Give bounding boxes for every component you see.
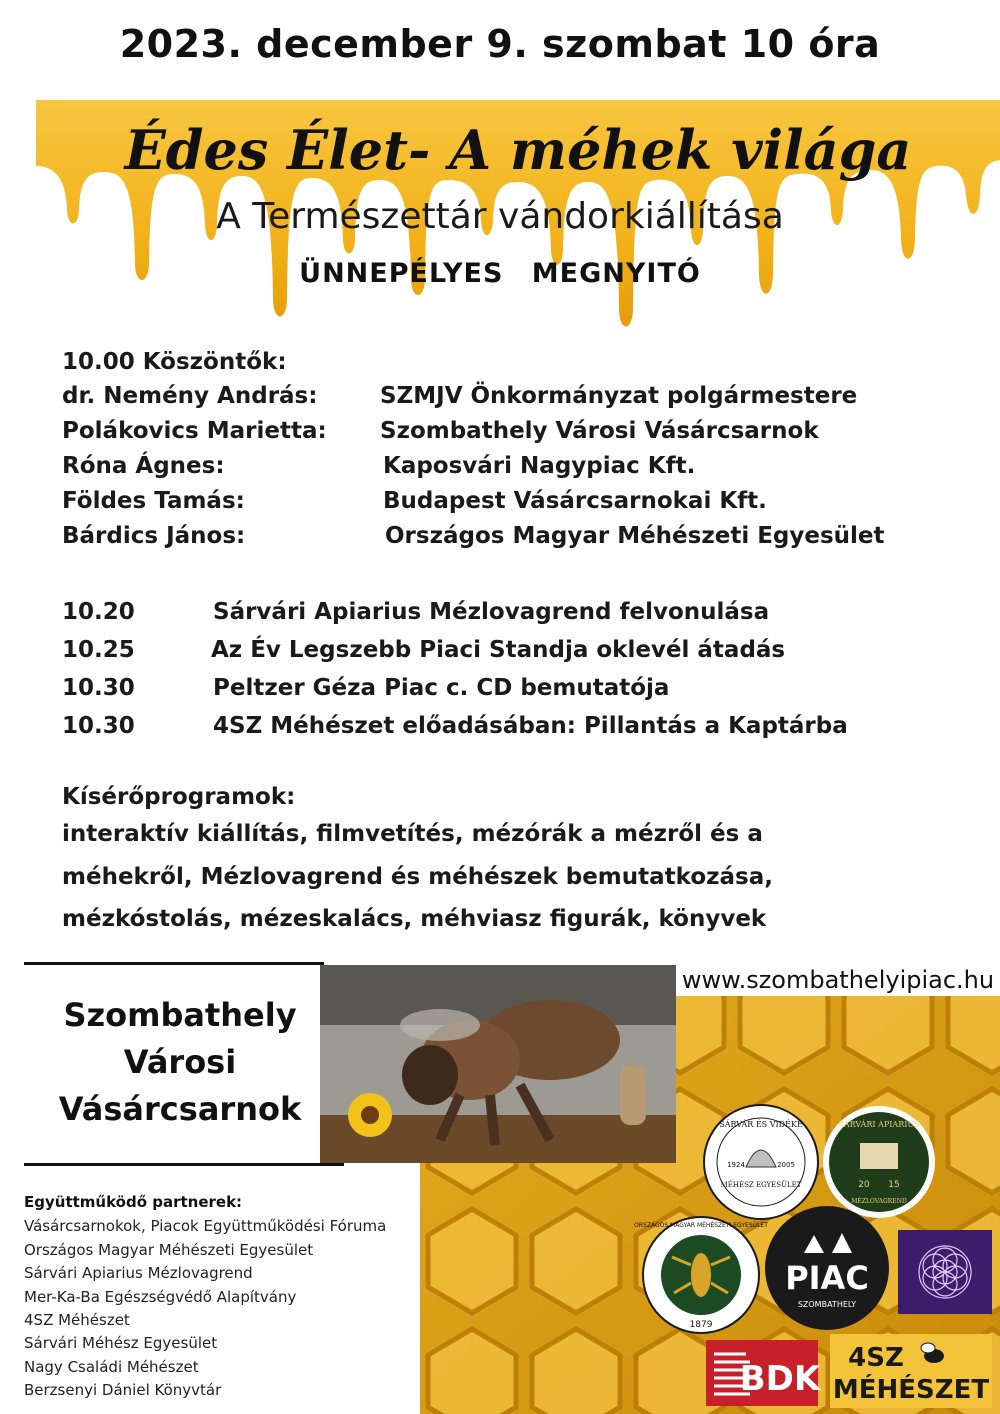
divider-line (24, 962, 324, 965)
partner-item: Mer-Ka-Ba Egészségvédő Alapítvány (24, 1288, 297, 1306)
sarvar-beekeepers-logo (702, 1103, 820, 1221)
schedule-event: Sárvári Apiarius Mézlovagrend felvonulása (213, 599, 770, 625)
logo-text: 2005 (777, 1161, 795, 1169)
schedule-time: 10.20 (62, 599, 135, 625)
partner-item: Sárvári Méhész Egyesület (24, 1334, 218, 1352)
logo-text: 4SZ (848, 1343, 904, 1373)
partners-heading: Együttműködő partnerek: (24, 1193, 243, 1211)
schedule-time: 10.30 (62, 675, 135, 701)
logo-text: BDK (739, 1359, 821, 1399)
opening-label: ÜNNEPÉLYES MEGNYITÓ (299, 258, 701, 289)
schedule-event: Az Év Legszebb Piaci Standja oklevél átadás (211, 637, 786, 663)
logo-text: MÉHÉSZ EGYESÜLET (720, 1181, 802, 1189)
partner-item: Vásárcsarnokok, Piacok Együttműködési Fóruma (24, 1217, 387, 1235)
partner-item: Országos Magyar Méhészeti Egyesület (24, 1241, 314, 1259)
logo-text: 1879 (689, 1320, 713, 1330)
speaker-name: dr. Nemény András: (62, 383, 318, 409)
logo-text: SÁRVÁRI APIARIUS (838, 1120, 920, 1129)
schedule-time: 10.25 (62, 637, 135, 663)
speaker-role: Budapest Vásárcsarnokai Kft. (383, 488, 767, 514)
event-date: 2023. december 9. szombat 10 óra (119, 22, 881, 66)
partner-item: Sárvári Apiarius Mézlovagrend (24, 1264, 253, 1282)
merkaba-flower-logo (898, 1230, 992, 1314)
speaker-role: Kaposvári Nagypiac Kft. (383, 453, 696, 479)
bdk-library-logo (706, 1340, 821, 1406)
speaker-role: Országos Magyar Méhészeti Egyesület (385, 523, 885, 549)
partner-item: Nagy Családi Méhészet (24, 1358, 199, 1376)
speaker-name: Földes Tamás: (62, 488, 245, 514)
exhibition-title: Édes Élet- A méhek világa (124, 118, 912, 182)
schedule-event: Peltzer Géza Piac c. CD bemutatója (213, 675, 670, 701)
website-url[interactable]: www.szombathelyipiac.hu (676, 964, 1000, 996)
logo-text: ORSZÁGOS MAGYAR MÉHÉSZETI EGYESÜLET (634, 1222, 768, 1229)
omme-association-logo (634, 1213, 768, 1337)
speaker-role: SZMJV Önkormányzat polgármestere (380, 383, 858, 409)
speaker-name: Polákovics Marietta: (62, 418, 327, 444)
logo-text: PIAC (785, 1259, 869, 1297)
divider-line (24, 1163, 344, 1166)
logo-text: SÁRVÁR ÉS VIDÉKE (719, 1120, 803, 1129)
partner-item: 4SZ Méhészet (24, 1311, 130, 1329)
market-name: Szombathely Városi Vásárcsarnok (58, 996, 302, 1128)
partner-item: Berzsenyi Dániel Könyvtár (24, 1381, 222, 1399)
4sz-meheszet-logo (830, 1334, 992, 1408)
logo-text: 20 (858, 1180, 870, 1190)
logo-text: MÉZLOVAGREND (851, 1198, 907, 1205)
speaker-name: Bárdics János: (62, 523, 246, 549)
schedule-time: 10.30 (62, 713, 135, 739)
piac-szombathely-logo (764, 1205, 890, 1331)
logo-text: 1924 (727, 1161, 745, 1169)
speaker-role: Szombathely Városi Vásárcsarnok (380, 418, 819, 444)
speaker-name: Róna Ágnes: (62, 453, 225, 479)
schedule-event: 4SZ Méhészet előadásában: Pillantás a Kaptárba (213, 713, 848, 739)
apiarius-order-logo (822, 1103, 936, 1221)
logo-text: 15 (888, 1180, 900, 1190)
bee-sculpture-photo (320, 965, 676, 1163)
exhibition-subtitle: A Természettár vándorkiállítása (216, 196, 784, 237)
logo-text: MÉHÉSZET (832, 1375, 990, 1405)
logo-text: SZOMBATHELY (797, 1300, 857, 1309)
